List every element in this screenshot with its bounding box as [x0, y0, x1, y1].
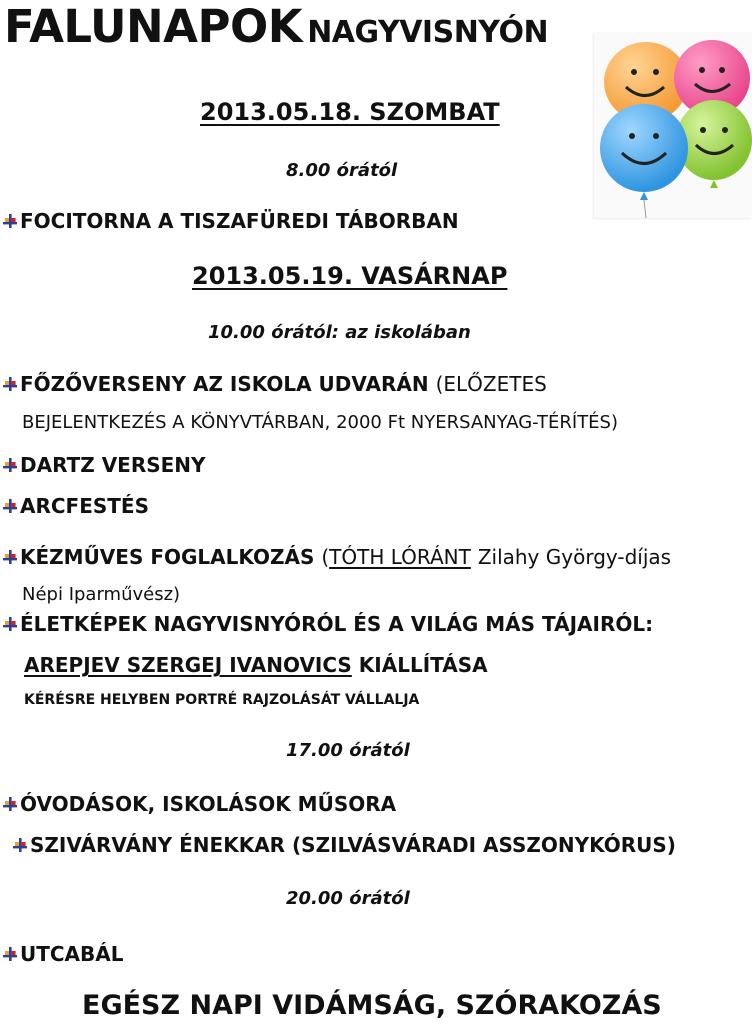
- list-item: UTCABÁL: [2, 942, 124, 966]
- day2-time: 10.00 órától: az iskolában: [208, 322, 471, 343]
- exhibition-note: KÉRÉSRE HELYBEN PORTRÉ RAJZOLÁSÁT VÁLLALJA: [24, 692, 420, 708]
- list-item: FŐZŐVERSENY AZ ISKOLA UDVARÁN (ELŐZETES: [2, 372, 547, 396]
- day1-time: 8.00 órától: [286, 160, 398, 181]
- title-main: FALUNAPOK: [4, 0, 303, 53]
- list-item: FOCITORNA A TISZAFÜREDI TÁBORBAN: [2, 209, 459, 233]
- list-item-continuation: BEJELENTKEZÉS A KÖNYVTÁRBAN, 2000 Ft NYERSANYAG-TÉRÍTÉS): [22, 412, 619, 433]
- cross-bullet-icon: [2, 457, 18, 473]
- title-rest: NAGYVISNYÓN: [307, 15, 549, 50]
- cross-bullet-icon: [2, 549, 18, 565]
- balloons-icon: [594, 32, 752, 218]
- list-item: SZIVÁRVÁNY ÉNEKKAR (SZILVÁSVÁRADI ASSZONYKÓRUS): [12, 833, 676, 857]
- cross-bullet-icon: [2, 946, 18, 962]
- list-item: ARCFESTÉS: [2, 494, 149, 518]
- cross-bullet-icon: [2, 796, 18, 812]
- day1-date: 2013.05.18. SZOMBAT: [200, 98, 500, 126]
- cross-bullet-icon: [2, 616, 18, 632]
- smiley-balloons-image: [594, 32, 752, 218]
- list-item-continuation: Népi Iparművész): [22, 584, 181, 605]
- cross-bullet-icon: [12, 837, 28, 853]
- cross-bullet-icon: [2, 498, 18, 514]
- exhibition-line: AREPJEV SZERGEJ IVANOVICS KIÁLLÍTÁSA: [24, 653, 488, 677]
- cross-bullet-icon: [2, 213, 18, 229]
- painter-name: AREPJEV SZERGEJ IVANOVICS: [24, 653, 352, 677]
- cross-bullet-icon: [2, 376, 18, 392]
- list-item: ÓVODÁSOK, ISKOLÁSOK MŰSORA: [2, 792, 396, 816]
- footer-slogan: EGÉSZ NAPI VIDÁMSÁG, SZÓRAKOZÁS: [82, 990, 662, 1021]
- time-20: 20.00 órától: [286, 888, 410, 909]
- time-17: 17.00 órától: [286, 740, 410, 761]
- artist-name: TÓTH LÓRÁNT: [329, 545, 471, 569]
- page-title: [4, 0, 548, 53]
- list-item: ÉLETKÉPEK NAGYVISNYÓRÓL ÉS A VILÁG MÁS TÁJAIRÓL:: [2, 612, 653, 636]
- list-item: KÉZMŰVES FOGLALKOZÁS ( TÓTH LÓRÁNT Zilahy György-díjas: [2, 545, 671, 569]
- list-item: DARTZ VERSENY: [2, 453, 206, 477]
- day2-date: 2013.05.19. VASÁRNAP: [192, 262, 508, 290]
